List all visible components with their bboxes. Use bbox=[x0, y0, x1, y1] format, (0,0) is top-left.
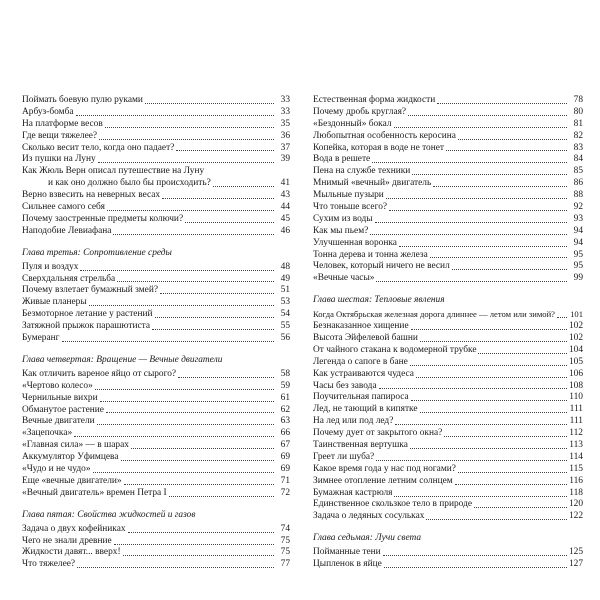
toc-entry-title: Как устраиваются чудеса bbox=[313, 368, 414, 379]
toc-entry-page: 86 bbox=[573, 178, 583, 189]
toc-entry[interactable] bbox=[313, 178, 583, 190]
toc-entry-page: 78 bbox=[573, 94, 583, 105]
toc-entry[interactable] bbox=[313, 416, 583, 428]
toc-entry-title: Из пушки на Луну bbox=[22, 154, 96, 165]
toc-entry-page: 102 bbox=[568, 333, 583, 344]
toc-entry-page: 85 bbox=[573, 166, 583, 177]
toc-entry[interactable] bbox=[22, 369, 290, 381]
toc-entry-title: Вода в решете bbox=[313, 154, 371, 165]
toc-entry[interactable] bbox=[22, 476, 290, 488]
toc-entry-page: 112 bbox=[569, 428, 583, 439]
dot-leader bbox=[375, 222, 567, 223]
dot-leader bbox=[444, 436, 567, 437]
toc-entry-page: 49 bbox=[280, 273, 290, 284]
toc-entry-title: Еще «вечные двигатели» bbox=[22, 475, 122, 486]
toc-entry[interactable] bbox=[313, 250, 583, 262]
chapter-heading: Глава пятая: Свойства жидкостей и газов bbox=[22, 509, 196, 520]
dot-leader bbox=[426, 519, 567, 520]
toc-entry-title: Аккумулятор Уфимцева bbox=[22, 452, 119, 463]
toc-entry[interactable] bbox=[22, 214, 290, 226]
toc-entry-page: 46 bbox=[280, 225, 290, 236]
dot-leader bbox=[131, 448, 274, 449]
toc-entry[interactable] bbox=[313, 154, 583, 166]
toc-entry-title: Копейка, которая в воде не тонет bbox=[313, 142, 445, 153]
dot-leader bbox=[389, 210, 567, 211]
toc-entry-title: Что тоньше всего? bbox=[313, 202, 388, 212]
toc-entry[interactable] bbox=[22, 274, 290, 286]
dot-leader bbox=[106, 412, 274, 413]
toc-entry-page: 94 bbox=[573, 225, 583, 236]
dot-leader bbox=[458, 139, 567, 140]
toc-entry[interactable] bbox=[313, 488, 583, 500]
dot-leader bbox=[395, 424, 567, 425]
toc-entry[interactable] bbox=[22, 440, 290, 452]
toc-entry-title: Сильнее самого себя bbox=[22, 202, 105, 212]
dot-leader bbox=[213, 186, 274, 187]
toc-entry-title: «Чертово колесо» bbox=[22, 380, 93, 391]
toc-entry-title: Чернильные вихри bbox=[22, 392, 98, 403]
chapter-heading: Глава четвертая: Вращение — Вечные двигатели bbox=[22, 354, 223, 365]
dot-leader bbox=[399, 246, 567, 247]
toc-entry-title: Задача о двух кофейниках bbox=[22, 523, 126, 534]
dot-leader bbox=[80, 270, 274, 271]
toc-entry-page: 55 bbox=[280, 321, 290, 332]
toc-entry-title: и как оно должно было бы происходить? bbox=[48, 178, 211, 189]
toc-entry-page: 63 bbox=[280, 416, 290, 427]
toc-entry-title: Мнимый «вечный» двигатель bbox=[313, 178, 432, 189]
toc-entry-page: 71 bbox=[280, 475, 290, 486]
toc-entry[interactable] bbox=[313, 345, 583, 357]
toc-entry-title: Сколько весит тело, когда оно падает? bbox=[22, 142, 175, 153]
dot-leader bbox=[105, 127, 274, 128]
dot-leader bbox=[95, 389, 274, 390]
dot-leader bbox=[117, 281, 274, 282]
dot-leader bbox=[412, 174, 567, 175]
dot-leader bbox=[394, 496, 567, 497]
toc-entry-title: Безнаказанное хищение bbox=[313, 321, 409, 332]
toc-entry-page: 33 bbox=[280, 94, 290, 105]
toc-entry-title: «Бездонный» бокал bbox=[313, 118, 392, 129]
toc-entry-page: 69 bbox=[280, 464, 290, 475]
toc-entry-page: 110 bbox=[569, 392, 583, 403]
toc-entry[interactable] bbox=[313, 381, 583, 393]
toc-entry-page: 81 bbox=[573, 118, 583, 129]
dot-leader bbox=[128, 532, 274, 533]
toc-entry[interactable] bbox=[313, 440, 583, 452]
toc-entry-title: Пена на службе техники bbox=[313, 166, 411, 177]
dot-leader bbox=[386, 198, 567, 199]
toc-entry-title: Какое время года у нас под ногами? bbox=[313, 463, 456, 474]
toc-entry-page: 44 bbox=[280, 202, 290, 212]
toc-entry-title: Естественная форма жидкости bbox=[313, 94, 436, 105]
dot-leader bbox=[98, 162, 274, 163]
toc-entry[interactable] bbox=[313, 166, 583, 178]
toc-entry-title: Легенда о сапоге в бане bbox=[313, 356, 408, 367]
toc-entry-page: 122 bbox=[568, 511, 583, 522]
toc-entry[interactable] bbox=[22, 131, 290, 143]
toc-entry[interactable] bbox=[22, 226, 290, 238]
toc-entry[interactable] bbox=[313, 404, 583, 416]
toc-entry[interactable] bbox=[22, 405, 290, 417]
toc-entry-title: Почему дует от закрытого окна? bbox=[313, 428, 443, 439]
dot-leader bbox=[446, 150, 567, 151]
toc-entry-title: Почему заостренные предметы колючи? bbox=[22, 213, 184, 224]
toc-entry-page: 127 bbox=[568, 559, 583, 570]
toc-entry-page: 56 bbox=[280, 333, 290, 344]
dot-leader bbox=[557, 317, 567, 318]
toc-entry-page: 66 bbox=[280, 428, 290, 439]
toc-entry-page: 61 bbox=[280, 392, 290, 403]
toc-entry-page: 45 bbox=[280, 213, 290, 224]
toc-entry-title: Вечные двигатели bbox=[22, 416, 95, 427]
toc-entry[interactable] bbox=[313, 357, 583, 369]
toc-entry-page: 59 bbox=[280, 380, 290, 391]
toc-entry[interactable] bbox=[22, 464, 290, 476]
toc-entry[interactable] bbox=[313, 333, 583, 345]
toc-entry-page: 69 bbox=[280, 452, 290, 463]
toc-entry[interactable] bbox=[313, 273, 583, 285]
dot-leader bbox=[383, 555, 567, 556]
dot-leader bbox=[478, 353, 566, 354]
toc-entry-page: 41 bbox=[280, 178, 290, 189]
toc-entry[interactable] bbox=[22, 119, 290, 131]
toc-entry-title: Задача о ледяных сосульках bbox=[313, 511, 425, 522]
toc-entry-title: Как отличить вареное яйцо от сырого? bbox=[22, 368, 177, 379]
toc-entry-page: 74 bbox=[280, 523, 290, 534]
dot-leader bbox=[411, 400, 567, 401]
toc-left-column bbox=[22, 95, 290, 571]
toc-entry[interactable] bbox=[313, 511, 583, 523]
dot-leader bbox=[89, 305, 274, 306]
toc-entry-title: Верно взвесить на неверных весах bbox=[22, 190, 161, 201]
dot-leader bbox=[113, 234, 274, 235]
toc-entry-page: 80 bbox=[573, 106, 583, 117]
toc-entry-title: Затяжной прыжок парашютиста bbox=[22, 321, 151, 332]
toc-entry-title: Почему дробь круглая? bbox=[313, 106, 407, 117]
toc-entry-title: Сухим из воды bbox=[313, 213, 373, 224]
toc-entry-title: Любопытная особенность керосина bbox=[313, 130, 456, 141]
toc-entry-page: 84 bbox=[573, 154, 583, 165]
toc-entry-page: 114 bbox=[569, 451, 583, 462]
toc-entry-page: 105 bbox=[568, 356, 583, 367]
toc-entry-title: Жидкости давят... вверх! bbox=[22, 547, 121, 558]
dot-leader bbox=[394, 127, 567, 128]
toc-entry[interactable] bbox=[313, 226, 583, 238]
toc-entry-page: 53 bbox=[280, 297, 290, 308]
toc-right-column bbox=[313, 95, 583, 571]
toc-entry[interactable] bbox=[22, 452, 290, 464]
toc-entry[interactable] bbox=[313, 143, 583, 155]
toc-entry[interactable] bbox=[22, 524, 290, 536]
toc-entry-page: 37 bbox=[280, 142, 290, 153]
toc-entry[interactable] bbox=[22, 166, 290, 178]
dot-leader bbox=[437, 103, 567, 104]
toc-entry-title: Единственное скользкое тело в природе bbox=[313, 499, 473, 510]
toc-entry-page: 35 bbox=[280, 118, 290, 129]
toc-entry[interactable] bbox=[313, 500, 583, 512]
toc-entry-page: 94 bbox=[573, 237, 583, 248]
dot-leader bbox=[99, 139, 274, 140]
toc-entry-title: Греет ли шуба? bbox=[313, 451, 375, 462]
dot-leader bbox=[155, 317, 275, 318]
dot-leader bbox=[458, 472, 567, 473]
dot-leader bbox=[178, 377, 274, 378]
toc-entry-page: 77 bbox=[280, 559, 290, 570]
toc-entry-page: 58 bbox=[280, 368, 290, 379]
toc-entry[interactable] bbox=[22, 178, 290, 190]
toc-entry-page: 125 bbox=[568, 547, 583, 558]
dot-leader bbox=[384, 567, 567, 568]
toc-entry-title: Сверхдальняя стрельба bbox=[22, 273, 116, 284]
toc-entry-page: 83 bbox=[573, 142, 583, 153]
toc-entry-page: 72 bbox=[280, 487, 290, 498]
toc-entry[interactable] bbox=[22, 393, 290, 405]
toc-entry[interactable] bbox=[313, 321, 583, 333]
dot-leader bbox=[123, 555, 274, 556]
toc-entry[interactable] bbox=[313, 428, 583, 440]
toc-entry-page: 51 bbox=[280, 285, 290, 296]
toc-entry-title: Высота Эйфелевой башни bbox=[313, 333, 418, 344]
toc-entry-title: Безмоторное летание у растений bbox=[22, 309, 153, 320]
dot-leader bbox=[152, 329, 274, 330]
toc-entry[interactable] bbox=[313, 202, 583, 214]
dot-leader bbox=[376, 281, 567, 282]
toc-entry[interactable] bbox=[22, 321, 290, 333]
dot-leader bbox=[114, 544, 274, 545]
toc-entry-title: Цыпленок в яйце bbox=[313, 559, 382, 570]
toc-entry-page: 95 bbox=[573, 261, 583, 272]
toc-entry-title: Зимнее отопление летним солнцем bbox=[313, 475, 453, 486]
toc-entry-title: Где вещи тяжелее? bbox=[22, 130, 98, 141]
dot-leader bbox=[411, 329, 567, 330]
toc-entry[interactable] bbox=[313, 309, 583, 321]
toc-entry-title: Поймать боевую пулю руками bbox=[22, 94, 143, 105]
dot-leader bbox=[162, 198, 274, 199]
toc-entry-title: «Вечные часы» bbox=[313, 273, 375, 284]
dot-leader bbox=[474, 507, 567, 508]
toc-entry-title: Обманутое растение bbox=[22, 404, 104, 415]
toc-entry-page: 115 bbox=[569, 463, 583, 474]
toc-entry-page: 54 bbox=[280, 309, 290, 320]
toc-entry-title: «Главная сила» — в шарах bbox=[22, 440, 129, 451]
toc-entry-title: Тонна дерева и тонна железа bbox=[313, 249, 428, 260]
toc-entry-title: Таинственная вертушка bbox=[313, 440, 408, 451]
toc-entry-page: 82 bbox=[573, 130, 583, 141]
toc-entry[interactable] bbox=[22, 285, 290, 297]
toc-entry[interactable] bbox=[22, 262, 290, 274]
toc-entry-title: Живые планеры bbox=[22, 297, 87, 308]
toc-entry[interactable] bbox=[22, 297, 290, 309]
dot-leader bbox=[176, 150, 274, 151]
dot-leader bbox=[376, 460, 567, 461]
toc-entry-title: От чайного стакана к водомерной трубке bbox=[313, 344, 477, 355]
toc-entry-page: 75 bbox=[280, 547, 290, 558]
dot-leader bbox=[62, 341, 274, 342]
toc-entry[interactable] bbox=[313, 119, 583, 131]
toc-entry-page: 39 bbox=[280, 154, 290, 165]
toc-entry[interactable] bbox=[22, 488, 290, 500]
toc-entry-page: 108 bbox=[568, 380, 583, 391]
toc-entry[interactable] bbox=[22, 428, 290, 440]
toc-entry[interactable] bbox=[313, 190, 583, 202]
toc-entry-title: На платформе весов bbox=[22, 118, 103, 129]
dot-leader bbox=[169, 496, 274, 497]
toc-entry-page: 111 bbox=[569, 416, 583, 427]
toc-entry[interactable] bbox=[313, 131, 583, 143]
toc-entry[interactable] bbox=[313, 261, 583, 273]
toc-entry-title: Когда Октябрьская железная дорога длиннее — летом или зимой? bbox=[313, 309, 555, 320]
toc-entry-title: Мыльные пузыри bbox=[313, 190, 384, 201]
toc-entry[interactable] bbox=[313, 547, 583, 559]
dot-leader bbox=[107, 210, 274, 211]
chapter-heading: Глава третья: Сопротивление среды bbox=[22, 247, 172, 258]
toc-entry-title: «Вечный двигатель» времен Петра I bbox=[22, 487, 167, 498]
toc-entry[interactable] bbox=[22, 202, 290, 214]
toc-entry[interactable] bbox=[313, 214, 583, 226]
toc-entry-title: Лед, не тающий в кипятке bbox=[313, 404, 418, 415]
toc-entry-title: Пойманные тени bbox=[313, 547, 381, 558]
toc-entry-page: 62 bbox=[280, 404, 290, 415]
dot-leader bbox=[100, 401, 274, 402]
toc-entry-page: 93 bbox=[573, 213, 583, 224]
toc-entry[interactable] bbox=[313, 107, 583, 119]
toc-entry[interactable] bbox=[313, 476, 583, 488]
toc-entry[interactable] bbox=[22, 107, 290, 119]
dot-leader bbox=[121, 460, 274, 461]
dot-leader bbox=[420, 412, 567, 413]
dot-leader bbox=[455, 484, 567, 485]
dot-leader bbox=[420, 341, 567, 342]
dot-leader bbox=[93, 472, 274, 473]
toc-entry-page: 99 bbox=[573, 273, 583, 284]
toc-entry-title: Что тяжелее? bbox=[22, 559, 76, 570]
toc-entry-page: 101 bbox=[570, 309, 583, 320]
toc-entry[interactable] bbox=[22, 143, 290, 155]
toc-entry[interactable] bbox=[313, 238, 583, 250]
dot-leader bbox=[410, 365, 567, 366]
toc-entry-page: 116 bbox=[569, 475, 583, 486]
toc-entry-page: 113 bbox=[569, 440, 583, 451]
toc-entry-page: 95 bbox=[573, 249, 583, 260]
toc-entry[interactable] bbox=[313, 559, 583, 571]
toc-entry-page: 43 bbox=[280, 190, 290, 201]
toc-entry-title: Наподобие Левиафана bbox=[22, 225, 112, 236]
toc-entry-page: 106 bbox=[568, 368, 583, 379]
toc-entry-title: Как мы пьем? bbox=[313, 225, 369, 236]
toc-entry-title: Арбуз-бомба bbox=[22, 106, 74, 117]
dot-leader bbox=[124, 484, 274, 485]
toc-entry-title: Пуля и воздух bbox=[22, 261, 79, 272]
dot-leader bbox=[97, 424, 274, 425]
toc-entry-title: Часы без завода bbox=[313, 380, 377, 391]
toc-entry-page: 111 bbox=[569, 404, 583, 415]
dot-leader bbox=[185, 222, 274, 223]
toc-entry[interactable] bbox=[22, 95, 290, 107]
toc-entry-page: 36 bbox=[280, 130, 290, 141]
dot-leader bbox=[452, 269, 567, 270]
toc-entry-title: Бумеранг bbox=[22, 333, 60, 344]
toc-entry-page: 88 bbox=[573, 190, 583, 201]
dot-leader bbox=[408, 115, 567, 116]
toc-entry-title: Поучительная папироса bbox=[313, 392, 409, 403]
toc-entry-page: 67 bbox=[280, 440, 290, 451]
toc-entry-title: «Чудо и не чудо» bbox=[22, 464, 91, 475]
dot-leader bbox=[76, 115, 274, 116]
toc-entry-page: 33 bbox=[280, 106, 290, 117]
toc-entry-title: Чего не знали древние bbox=[22, 535, 112, 546]
toc-entry[interactable] bbox=[22, 381, 290, 393]
chapter-heading: Глава шестая: Тепловые явления bbox=[313, 295, 445, 306]
toc-entry[interactable] bbox=[22, 333, 290, 345]
toc-entry[interactable] bbox=[313, 369, 583, 381]
toc-entry-page: 118 bbox=[569, 487, 583, 498]
toc-entry[interactable] bbox=[22, 548, 290, 560]
dot-leader bbox=[430, 257, 567, 258]
toc-entry[interactable] bbox=[22, 154, 290, 166]
toc-entry-title: Улучшенная воронка bbox=[313, 237, 397, 248]
toc-entry-page: 92 bbox=[573, 202, 583, 212]
dot-leader bbox=[370, 234, 567, 235]
toc-entry-page: 48 bbox=[280, 261, 290, 272]
toc-entry[interactable] bbox=[22, 416, 290, 428]
toc-entry[interactable] bbox=[313, 95, 583, 107]
toc-entry-title: Почему взлетает бумажный змей? bbox=[22, 285, 159, 296]
toc-entry-title: Бумажная кастрюля bbox=[313, 487, 393, 498]
dot-leader bbox=[372, 162, 567, 163]
toc-entry-title: Как Жюль Верн описал путешествие на Луну bbox=[22, 166, 205, 177]
dot-leader bbox=[145, 103, 274, 104]
toc-entry-title: Человек, который ничего не весил bbox=[313, 261, 450, 272]
toc-entry[interactable] bbox=[313, 464, 583, 476]
toc-entry[interactable] bbox=[22, 190, 290, 202]
dot-leader bbox=[379, 388, 567, 389]
dot-leader bbox=[77, 567, 274, 568]
toc-entry-page: 104 bbox=[568, 344, 583, 355]
toc-entry[interactable] bbox=[22, 309, 290, 321]
toc-entry[interactable] bbox=[22, 559, 290, 571]
toc-entry[interactable] bbox=[313, 392, 583, 404]
dot-leader bbox=[410, 448, 567, 449]
toc-entry[interactable] bbox=[22, 536, 290, 548]
toc-entry-page: 75 bbox=[280, 535, 290, 546]
toc-entry-page: 102 bbox=[568, 321, 583, 332]
dot-leader bbox=[416, 377, 567, 378]
toc-entry-title: «Зацепочка» bbox=[22, 428, 73, 439]
chapter-heading: Глава седьмая: Лучи света bbox=[313, 533, 422, 544]
dot-leader bbox=[160, 293, 274, 294]
toc-entry-title: На лед или под лед? bbox=[313, 416, 394, 427]
dot-leader bbox=[433, 186, 567, 187]
toc-entry-page: 120 bbox=[568, 499, 583, 510]
dot-leader bbox=[74, 436, 274, 437]
toc-entry[interactable] bbox=[313, 452, 583, 464]
